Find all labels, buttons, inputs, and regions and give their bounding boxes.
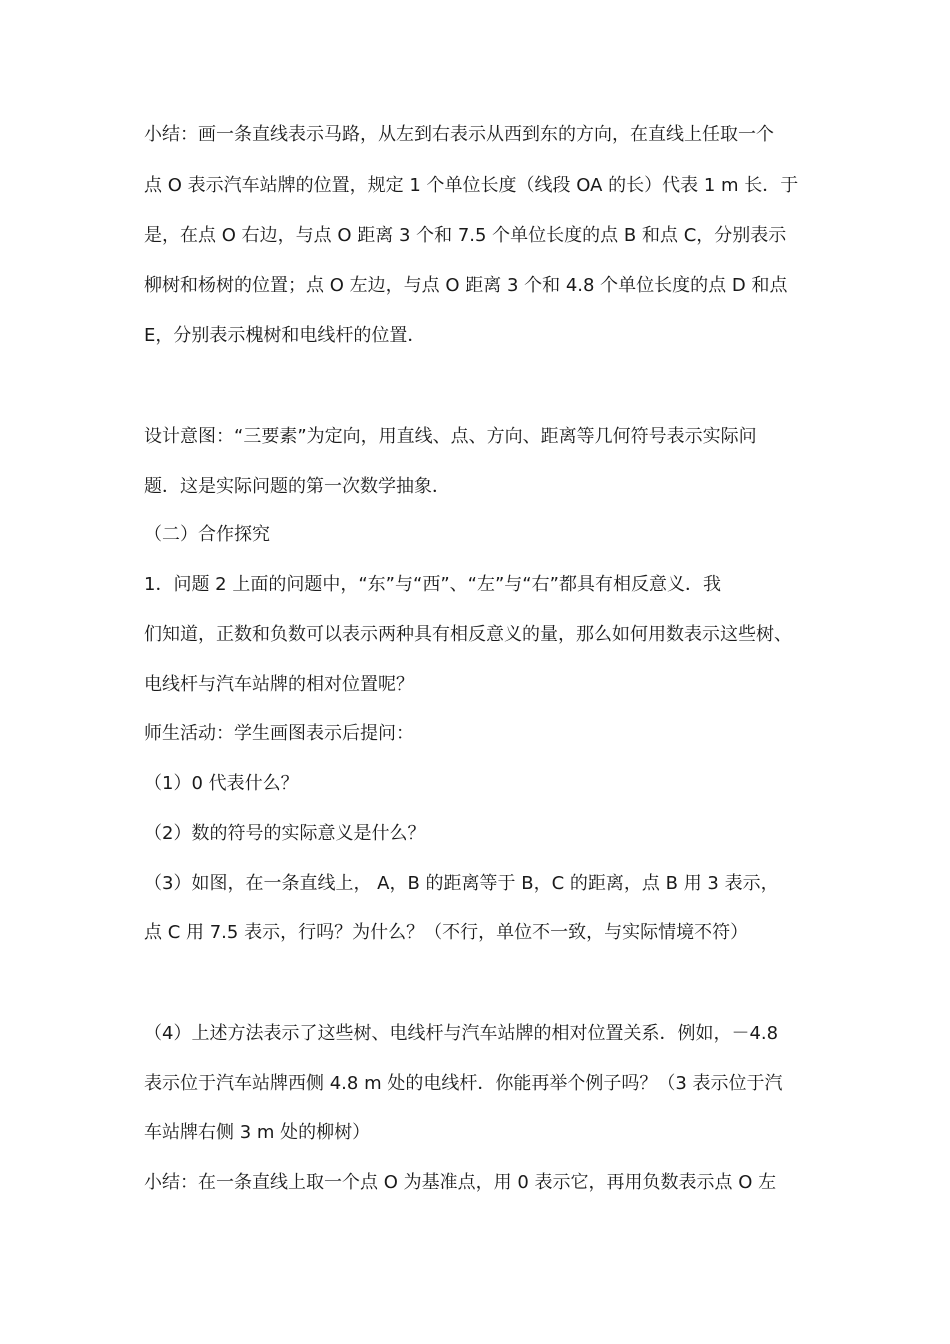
summary-paragraph-line-3: 是，在点 O 右边，与点 O 距离 3 个和 7.5 个单位长度的点 B 和点 C，分别表示 <box>144 225 787 246</box>
summary-paragraph-line-4: 柳树和杨树的位置；点 O 左边，与点 O 距离 3 个和 4.8 个单位长度的点 D 和点 <box>144 275 788 296</box>
question-paragraph-line-1: 1．问题 2 上面的问题中，“东”与“西”、“左”与“右”都具有相反意义．我 <box>144 574 721 595</box>
question-item-1: （1）0 代表什么？ <box>144 773 299 794</box>
question-item-3-line-2: 点 C 用 7.5 表示，行吗？为什么？（不行，单位不一致，与实际情境不符） <box>144 922 749 943</box>
question-paragraph-line-3: 电线杆与汽车站牌的相对位置呢？ <box>144 674 414 695</box>
question-paragraph-line-2: 们知道，正数和负数可以表示两种具有相反意义的量，那么如何用数表示这些树、 <box>144 624 792 645</box>
summary-paragraph-line-5: E，分别表示槐树和电线杆的位置． <box>144 325 426 346</box>
activity-line: 师生活动：学生画图表示后提问： <box>144 723 414 744</box>
question-item-3-line-1: （3）如图，在一条直线上， A，B 的距离等于 B，C 的距离，点 B 用 3 表示， <box>144 873 779 894</box>
summary-paragraph-line-1: 小结：画一条直线表示马路，从左到右表示从西到东的方向，在直线上任取一个 <box>144 124 774 145</box>
question-item-4-line-3: 车站牌右侧 3 m 处的柳树） <box>144 1122 371 1143</box>
design-intent-line-1: 设计意图：“三要素”为定向，用直线、点、方向、距离等几何符号表示实际问 <box>144 426 757 447</box>
design-intent-line-2: 题．这是实际问题的第一次数学抽象． <box>144 476 450 497</box>
summary-2-line-1: 小结：在一条直线上取一个点 O 为基准点，用 0 表示它，再用负数表示点 O 左 <box>144 1172 777 1193</box>
question-item-4-line-1: （4）上述方法表示了这些树、电线杆与汽车站牌的相对位置关系．例如，－4.8 <box>144 1023 779 1044</box>
section-heading: （二）合作探究 <box>144 524 270 545</box>
question-item-4-line-2: 表示位于汽车站牌西侧 4.8 m 处的电线杆．你能再举个例子吗？（3 表示位于汽 <box>144 1073 783 1094</box>
question-item-2: （2）数的符号的实际意义是什么？ <box>144 823 426 844</box>
summary-paragraph-line-2: 点 O 表示汽车站牌的位置，规定 1 个单位长度（线段 OA 的长）代表 1 m 长．于 <box>144 175 799 196</box>
